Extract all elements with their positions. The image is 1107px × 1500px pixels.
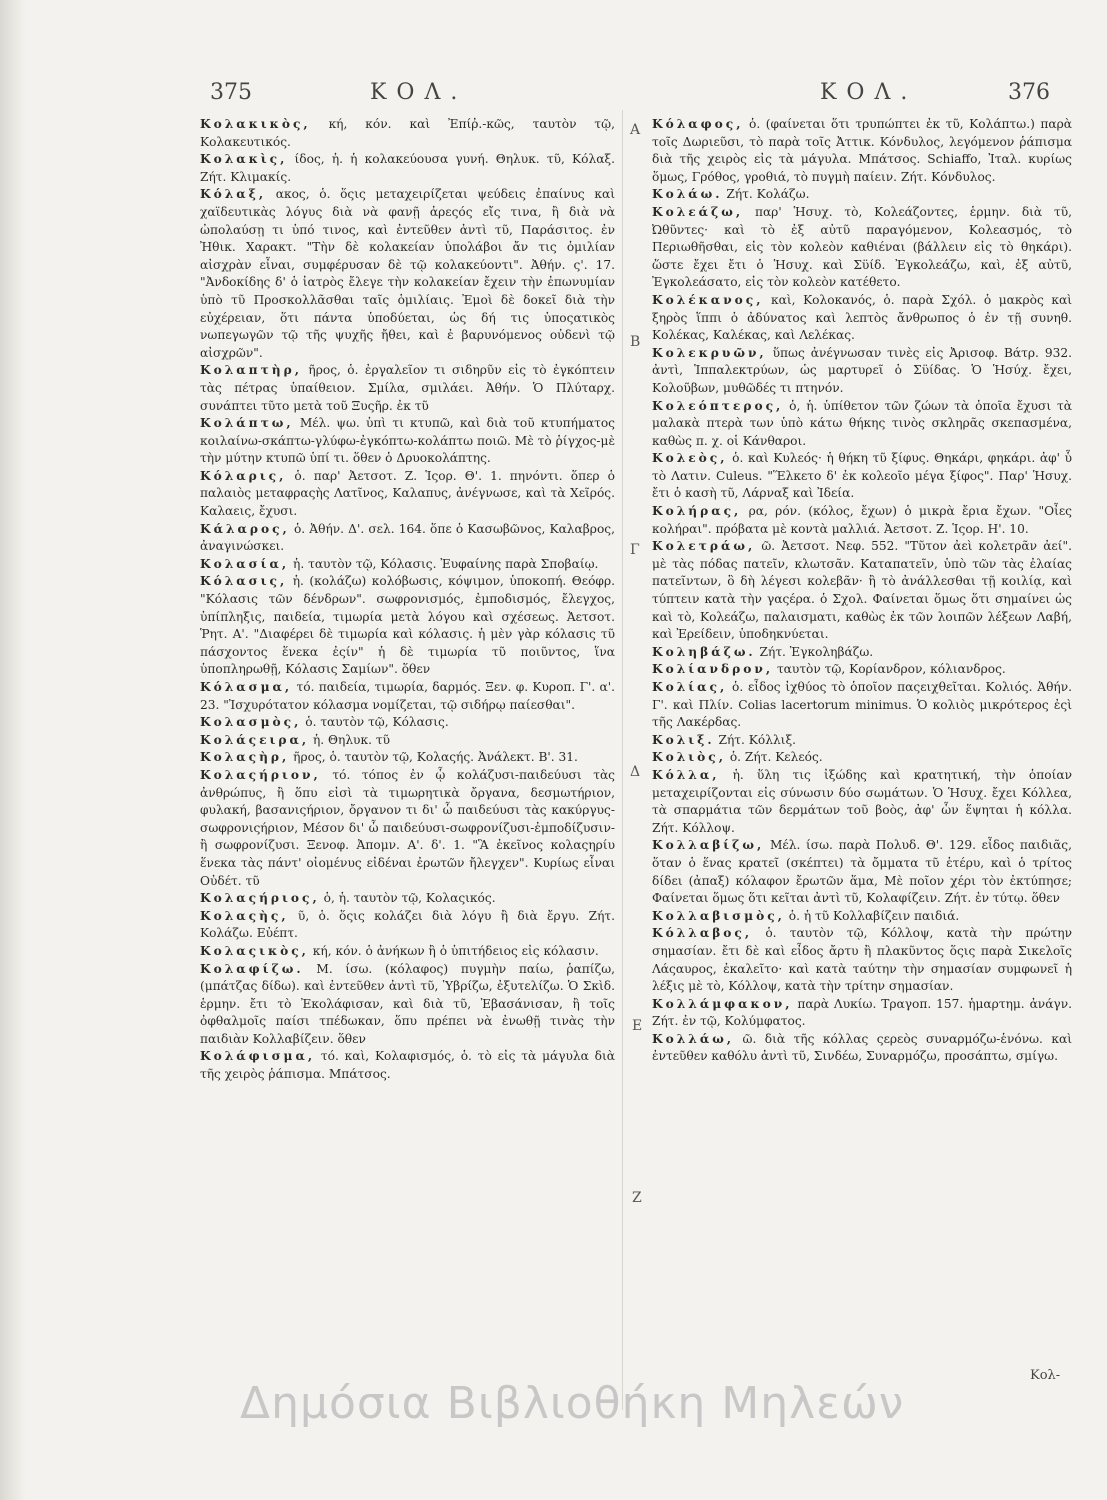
entry-headword: Κόλλα,: [652, 767, 720, 782]
dictionary-entry: [200, 961, 615, 1049]
margin-letter-e: E: [632, 1018, 643, 1034]
entry-definition: ῆρος, ὁ. ἐργαλεῖον τι σιδηρῦν εἰς τὸ ἐγκόπτειν τὰς πέτρας ὑπαίθειον. Σμίλα, σμιλάει. Ἀθήν. Ὁ Πλύταρχ. συνάπτει τῦτο μετὰ τοῦ Ξυςῆρ. ἐκ τῦ: [200, 363, 615, 413]
dictionary-entry: [652, 398, 1072, 451]
entry-definition: κή, κόν. καὶ Ἐπίῤ.-κῶς, ταυτὸν τῷ, Κολακευτικός.: [200, 117, 615, 149]
left-page-number: 375: [210, 80, 252, 105]
entry-headword: Κολαπτὴρ,: [200, 363, 302, 378]
dictionary-entry: [652, 996, 1072, 1031]
dictionary-entry: [652, 644, 1072, 662]
margin-letter-gamma: Γ: [630, 542, 640, 558]
entry-definition: τό. τόπος ἐν ᾧ κολάζυσι-παιδεύυσι τὰς ἀνθρώπυς, ἢ ὅπυ εἰσὶ τὰ τιμωρητικὰ ὄργανα, δεσμωτήριον, φυλακή, βασανιςήριον, ὄργανον τι δι' ὧ παιδεύυσι τὰς κακύργυς-σωφρονιςήριον, Μέσον δι' ὧ παιδεύυσι-σωφρονίζυσι-ἐμποδίζυσιν-ἢ σωφρονίζυσι. Ξενοφ. Ἀπομν. Α'. δ'. 1. "Ἃ ἐκεῖνος κολαςηρίυ ἕνεκα τὰς πάντ' οἰομένυς εἰδέναι ἐρωτῶν ἤλεγχεν". Κυρίως εἶναι Οὐδέτ. τῦ: [200, 767, 615, 888]
entry-definition: ὁ. (φαίνεται ὅτι τρυπώπτει ἐκ τῦ, Κολάπτω.) παρὰ τοῖς Δωριεῦσι, τὸ παρὰ τοῖς Ἀττικ. Κόνδυλος, λεγόμενον ῥάπισμα διὰ τῆς χειρὸς εἰς τὰ μάγυλα. Μπάτσος. Schiaffo, Ἰταλ. κυρίως ὅμως, Γρόθος, γροθιά, τὸ πυγμὴ παίειν. Ζήτ. Κόνδυλος.: [652, 117, 1073, 184]
dictionary-entry: [200, 908, 615, 943]
entry-headword: Κολετράω,: [652, 539, 756, 554]
entry-headword: Κολαςήριον,: [200, 767, 321, 782]
dictionary-entry: [200, 116, 615, 151]
entry-definition: καὶ, Κολοκανός, ὁ. παρὰ Σχόλ. ὁ μακρὸς καὶ ξηρὸς ἵππι ὁ ἀδύνατος καὶ λεπτὸς ἄνθρωπος ὁ ἐν τῇ συνηθ. Κολέκας, Καλέκας, καὶ Λελέκας.: [652, 292, 1073, 343]
entry-headword: Κόλασις,: [200, 574, 288, 589]
entry-headword: Κολλάω,: [652, 1031, 735, 1046]
entry-definition: Ζήτ. Ἐγκοληβάζω.: [759, 644, 874, 659]
dictionary-entry: [652, 1031, 1072, 1066]
dictionary-entry: [652, 661, 1072, 679]
entry-headword: Κολήρας,: [652, 504, 742, 519]
entry-definition: ῶ. Ἀετσοτ. Νεφ. 552. "Τῦτον ἀεὶ κολετρᾶν ἀεί". μὲ τὰς πόδας πατεῖν, κλωτσᾶν. Καταπατεῖν, ὑπὸ τῶν τὰς ἐλαίας πατεῖντων, ὃ δὴ λέγεσι κολεβᾶν· ἢ τὸ ἀνάλλεσθαι τῇ κοιλίᾳ, καὶ τύπτειν κατὰ τὴν γαςέρα. ὁ Σχολ. Φαίνεται ὅμως ὅτι σημαίνει ὡς καὶ τὸ, Κολεάζω, παλαισματι, καθὼς ἐκ τῶν λοιπῶν λέξεων Λαβή, καὶ Ἐρείδειν, ὑποδηκνύεται.: [652, 539, 1073, 642]
entry-headword: Κολασία,: [200, 556, 290, 571]
entry-definition: ἡ. ταυτὸν τῷ, Κόλασις. Ἐυφαίνης παρὰ Σποβαίῳ.: [293, 556, 599, 571]
dictionary-entry: [200, 679, 615, 714]
entry-headword: Κόλαξ,: [200, 187, 267, 202]
entry-headword: Κολεόπτερος,: [652, 398, 784, 413]
dictionary-entry: [652, 292, 1072, 345]
entry-definition: ὁ. παρ' Ἀετσοτ. Ζ. Ἱςορ. Θ'. 1. πηνόντι. ὅπερ ὁ παλαιὸς μεταφραςὴς Λατῖνος, Καλαπυς, ἀνέγνωσε, καὶ τὰ Χεῖρός. Καλαεις, ἔχυσι.: [200, 468, 615, 519]
column-divider: [622, 110, 623, 1410]
entry-definition: ὁ. Ἀθήν. Δ'. σελ. 164. ὅπε ὁ Κασωβῶνος, Καλαβρος, ἀναγινώσκει.: [200, 521, 616, 554]
entry-definition: ὁ. ἡ τῦ Κολλαβίζειν παιδιά.: [788, 908, 960, 923]
dictionary-entry: [652, 186, 1072, 204]
entry-definition: ὁ. Ζήτ. Κελεός.: [729, 750, 823, 765]
dictionary-entry: [200, 1048, 615, 1083]
dictionary-entry: [652, 450, 1072, 503]
entry-headword: Κολιὸς,: [652, 750, 726, 765]
dictionary-entry: [200, 943, 615, 961]
dictionary-entry: [200, 573, 615, 679]
dictionary-entry: [200, 151, 615, 186]
entry-headword: Κόλασμα,: [200, 680, 293, 694]
entry-definition: ακος, ὁ. ὅςις μεταχειρίζεται ψεύδεις ἐπαίνυς καὶ χαϊδευτικὰς λόγυς διὰ νὰ φανῇ ἀρεςός εἴς τινα, ἢ διὰ νὰ ὠπολαύσῃ τι ὑπό τινος, καὶ ἐντεῦθεν ἀντὶ τῦ, Παράσιτος. ἐν Ἠθικ. Χαρακτ. "Τὴν δὲ κολακείαν ὑπολάβοι ἄν τις ὁμιλίαν αἰσχρὰν εἶναι, συμφέρυσαν δὲ τῷ κολακεύοντι". Ἀθήν. ς'. 17. "Ἀνδοκίδης δ' ὁ ἰατρὸς ἔλεγε τὴν κολακείαν ἔχειν τὴν ἐπωνυμίαν ὑπὸ τῦ Προσκολλᾶσθαι ταῖς ὁμιλίαις. Ἐμοὶ δὲ δοκεῖ διὰ τὴν εὐχέρειαν, ὅτι πάντα ὑποδύεται, ὡς δή τις ὑποςατικὸς νωπεγωγῶν τῷ τῆς ψυχῆς ἤθει, καὶ ἐ βαρυνόμενος οὐδενὶ τῷ αἰσχρῶν".: [200, 187, 615, 360]
entry-headword: Κολακὶς,: [200, 152, 288, 167]
entry-headword: Κολάω.: [652, 187, 723, 202]
entry-headword: Κολαςικὸς,: [200, 943, 309, 958]
left-running-head: ΚΟΛ.: [370, 80, 468, 105]
library-watermark: Δημόσια Βιβλιοθήκη Μηλεών: [240, 1378, 905, 1429]
entry-definition: ὁ. καὶ Κυλεός· ἡ θήκη τῦ ξίφυς. Θηκάρι, φηκάρι. ἀφ' ὗ τὸ Λατιν. Culeus. "Ἕλκετο δ' ἐκ κολεοῖο μέγα ξίφος". Παρ' Ἡσυχ. ἔτι ὁ κασὴ τῦ, Λάρναξ καὶ Ἰδεία.: [652, 451, 1073, 501]
entry-headword: Κολάπτω,: [200, 416, 294, 431]
entry-headword: Κολιξ.: [652, 732, 715, 747]
entry-headword: Κολίας,: [652, 680, 728, 694]
entry-definition: ἡ. ὕλη τις ἰξώδης καὶ κρατητική, τὴν ὁποίαν μεταχειρίζονται εἰς σύνωσιν δύο σωμάτων. Ὁ Ἡσυχ. ἔχει Κόλλεα, τὰ σπαρμάτια τῶν δερμάτων τοῦ βοὸς, ἀφ' ὧν ἕψηται ἡ κόλλα. Ζήτ. Κόλλοψ.: [652, 767, 1073, 835]
dictionary-entry: [652, 767, 1072, 837]
entry-headword: Κολέκανος,: [652, 292, 764, 307]
dictionary-entry: [652, 116, 1072, 186]
entry-definition: ὁ. ταυτὸν τῷ, Κόλασις.: [305, 715, 449, 730]
binding-gutter: [0, 0, 26, 1500]
right-page-number: 376: [1008, 80, 1050, 105]
entry-headword: Κολεὸς,: [652, 451, 728, 466]
entry-definition: Μέλ. ίσω. παρὰ Πολυδ. Θ'. 129. εἶδος παιδιᾶς, ὅταν ὁ ἕνας κρατεῖ (σκέπτει) τὰ ὄμματα τῦ ἑτέρυ, καὶ ὁ τρίτος δίδει (ἀπαξ) κόλαφον ἔρωτῶν ἅμα, Μὲ ποῖον χέρι τὸν ἐκτύπησε; Φαίνεται ὅμως ὅτι κεῖται ἀντὶ τῦ, Κολαφίζειν. Ζήτ. ἐν τύτῳ. ὅθεν: [652, 838, 1072, 906]
entry-headword: Κολάφισμα,: [200, 1049, 316, 1064]
dictionary-entry: [652, 925, 1072, 995]
entry-definition: ὁ. εἶδος ἰχθύος τὸ ὁποῖον παςειχθεῖται. Κολιός. Ἀθήν. Γ'. καὶ Πλίν. Colias lacertorum minimus. Ὁ κολιὸς μικρότερος ἐςὶ τῆς Λακέρδας.: [652, 680, 1073, 730]
dictionary-entry: [652, 732, 1072, 750]
entry-headword: Κόλαφος,: [652, 117, 744, 131]
dictionary-entry: [200, 714, 615, 732]
dictionary-entry: [652, 908, 1072, 926]
right-running-head: ΚΟΛ.: [820, 80, 918, 105]
entry-definition: κή, κόν. ὁ ἀνήκων ἢ ὁ ὑπιτήδειος εἰς κόλασιν.: [312, 943, 599, 958]
entry-headword: Κοληβάζω.: [652, 644, 756, 659]
right-column: [652, 116, 1072, 1066]
entry-headword: Κολαςὴς,: [200, 908, 289, 923]
dictionary-entry: [200, 890, 615, 908]
dictionary-entry: [200, 186, 615, 362]
entry-headword: Κολλαβισμὸς,: [652, 908, 785, 923]
entry-headword: Κολαφίζω.: [200, 961, 304, 976]
margin-letter-delta: Δ: [630, 764, 641, 780]
entry-definition: ίδος, ἡ. ἡ κολακεύουσα γυνή. Θηλυκ. τῦ, Κόλαξ. Ζήτ. Κλιμακίς.: [200, 152, 616, 184]
entry-definition: ῆρος, ὁ. ταυτὸν τῷ, Κολαςής. Ἀνάλεκτ. Β'. 31.: [293, 750, 578, 765]
entry-definition: ἡ. Θηλυκ. τῦ: [312, 732, 390, 747]
entry-headword: Κολεάζω,: [652, 204, 744, 219]
entry-definition: ταυτὸν τῷ, Κορίανδρον, κόλιανδρος.: [776, 662, 1006, 677]
entry-definition: Μέλ. ψω. ὑπὶ τι κτυπῶ, καὶ διὰ τοῦ κτυπήματος κοιλαίνω-σκάπτω-γλύφω-ἐγκόπτω-κολάπτω ποιῶ. Μὲ τὸ ῥίγχος-μὲ τὴν μύτην κτυπῶ ὑπί τι. ὅθεν ὁ Δρυοκολάπτης.: [200, 416, 616, 466]
dictionary-entry: [200, 732, 615, 750]
dictionary-entry: [200, 556, 615, 574]
entry-definition: ῦ, ὁ. ὅςις κολάζει διὰ λόγυ ἢ διὰ ἔργυ. Ζήτ. Κολάζω. Εὐέπτ.: [200, 908, 615, 941]
entry-definition: Ζήτ. Κόλλιξ.: [718, 732, 797, 747]
dictionary-entry: [200, 521, 615, 556]
entry-definition: ὁ. ταυτὸν τῷ, Κόλλοψ, κατὰ τὴν πρώτην σημασίαν. ἔτι δὲ καὶ εἶδος ἄρτυ ἢ πλακῦντος ὅςις παρὰ Σικελοῖς Λάςαυρος, ἐκαλεῖτο· καὶ κατὰ ταύτην τὴν σημασίαν συμφωνεῖ ἡ λέξις μὲ τὸ, Κόλλοψ, κατὰ τὴν τρίτην σημασίαν.: [652, 926, 1072, 994]
entry-definition: τό. καὶ, Κολαφισμός, ὁ. τὸ εἰς τὰ μάγυλα διὰ τῆς χειρὸς ῥάπισμα. Μπάτσος.: [200, 1049, 615, 1082]
left-column: [200, 116, 615, 1084]
entry-definition: παρὰ Λυκίω. Τραγοπ. 157. ἡμαρτημ. ἀνάγν. Ζήτ. ἐν τῷ, Κολύμφατος.: [652, 996, 1073, 1029]
entry-headword: Κολεκρυῶν,: [652, 345, 767, 360]
margin-letter-a: A: [630, 122, 641, 138]
entry-headword: Κολίανδρον,: [652, 662, 774, 677]
dictionary-entry: [652, 679, 1072, 732]
dictionary-entry: [200, 749, 615, 767]
dictionary-entry: [652, 204, 1072, 292]
margin-letter-z: Z: [632, 1190, 642, 1206]
dictionary-entry: [652, 837, 1072, 907]
catchword: Κολ-: [1030, 1368, 1061, 1383]
dictionary-entry: [652, 538, 1072, 644]
entry-definition: παρ' Ἡσυχ. τὸ, Κολεάζοντες, ἑρμην. διὰ τῦ, Ὠθῦντες· καὶ τὸ ἐξ αὐτῦ παραγόμενον, Κολεασμός, τὸ Περιωθῆσθαι, εἰς τὸν κολεὸν καθιέναι (βάλλειν εἰς τὸ θηκάρι). ὥστε ἔχει ἔτι ὁ Ἡσυχ. καὶ Σϋίδ. Ἐγκολεάζω, καὶ, ἐξ αὐτῦ, Ἐγκολεάσατο, εἰς τὸν κολεὸν κατέθετο.: [652, 204, 1072, 290]
entry-definition: ὕπως ἀνέγνωσαν τινὲς εἰς Ἀρισοφ. Βάτρ. 932. ἀντὶ, Ἱππαλεκτρύων, ὡς μαρτυρεῖ ὁ Σϋίδας. Ὁ Ἡσύχ. ἔχει, Κολοῦβων, μυθῶδές τι πτηνόν.: [652, 345, 1072, 395]
dictionary-entry: [652, 749, 1072, 767]
entry-definition: ἡ. (κολάζω) κολόβωσις, κόψιμον, ὑποκοπή. Θεόφρ. "Κόλασις τῶν δένδρων". σωφρονισμός, ἐμποδισμός, ἔλεγχος, ὑπίπληξις, παιδεία, τιμωρία μετὰ λόγου καὶ σχέσεως. Ἀετσοτ. Ῥητ. Α'. "Διαφέρει δὲ τιμωρία καὶ κόλασις. ἡ μὲν γὰρ κόλασις τῦ πάσχοντος ἕνεκα ἐςίν" ἡ δὲ τιμωρία τῦ ποιῦντος, ἵνα ὑποπληρωθῇ, Κόλασις Σαμίων". ὅθεν: [200, 574, 615, 677]
entry-headword: Κολλάμφακον,: [652, 996, 793, 1011]
dictionary-entry: [200, 415, 615, 468]
entry-headword: Κολάςειρα,: [200, 732, 310, 747]
dictionary-entry: [652, 503, 1072, 538]
entry-definition: ῶ. διὰ τῆς κόλλας ςερεὸς συναρμόζω-ἑνόνω. καὶ ἐντεῦθεν καθόλυ ἀντὶ τῦ, Σινδέω, Συναρμόζω, προσάπτω, σμίγω.: [652, 1031, 1073, 1064]
entry-headword: Κολαςήριος,: [200, 891, 320, 906]
entry-definition: Ζήτ. Κολάζω.: [726, 187, 810, 202]
entry-headword: Κολαςὴρ,: [200, 750, 290, 765]
entry-headword: Κάλαρος,: [200, 521, 290, 536]
entry-definition: τό. παιδεία, τιμωρία, δαρμός. Ξεν. φ. Κυροπ. Γ'. α'. 23. "Ἰσχυρότατον κόλασμα νομίζεται, τῷ σιδήρῳ παίεσθαι".: [200, 680, 616, 712]
dictionary-entry: [200, 468, 615, 521]
entry-headword: Κολλαβίζω,: [652, 838, 765, 853]
entry-definition: ὁ, ἡ. ὑπίθετον τῶν ζώων τὰ ὁποῖα ἔχυσι τὰ μαλακὰ πτερὰ των ὑπὸ κάτω θήκης τινὸς σκληρᾶς σκεπασμένα, καθὼς π. χ. οἱ Κάνθαροι.: [652, 398, 1072, 448]
entry-headword: Κόλλαβος,: [652, 926, 753, 941]
margin-letter-b: B: [630, 334, 641, 350]
dictionary-entry: [200, 362, 615, 415]
entry-definition: Μ. ίσω. (κόλαφος) πυγμὴν παίω, ῥαπίζω, (μπάτζας δίδω). καὶ ἐντεῦθεν ἀντὶ τῦ, Ὑβρίζω, ἐξυτελίζω. Ὁ Σκὶδ. ἑρμην. ἔτι τὸ Ἐκολάφισαν, καὶ διὰ τῦ, Ἐβασάνισαν, ἢ τοῖς ὀφθαλμοῖς παίσι τπέδωκαν, ὅπυ πρέπει νὰ ἐνωθῇ τινὰς τὴν παιδιὰν Κολλαβίζειν. ὅθεν: [200, 961, 615, 1046]
entry-headword: Κολακικὸς,: [200, 117, 311, 131]
dictionary-entry: [652, 345, 1072, 398]
dictionary-entry: [200, 767, 615, 890]
entry-definition: ρα, ρόν. (κόλος, ἔχων) ὁ μικρὰ ἔρια ἔχων. "Οἶες κολήραι". πρόβατα μὲ κοντὰ μαλλιά. Ἀετσοτ. Ζ. Ἱςορ. Η'. 10.: [652, 504, 1072, 536]
entry-definition: ὁ, ἡ. ταυτὸν τῷ, Κολαςικός.: [323, 891, 496, 906]
entry-headword: Κόλαρις,: [200, 468, 287, 483]
entry-headword: Κολασμὸς,: [200, 715, 302, 730]
